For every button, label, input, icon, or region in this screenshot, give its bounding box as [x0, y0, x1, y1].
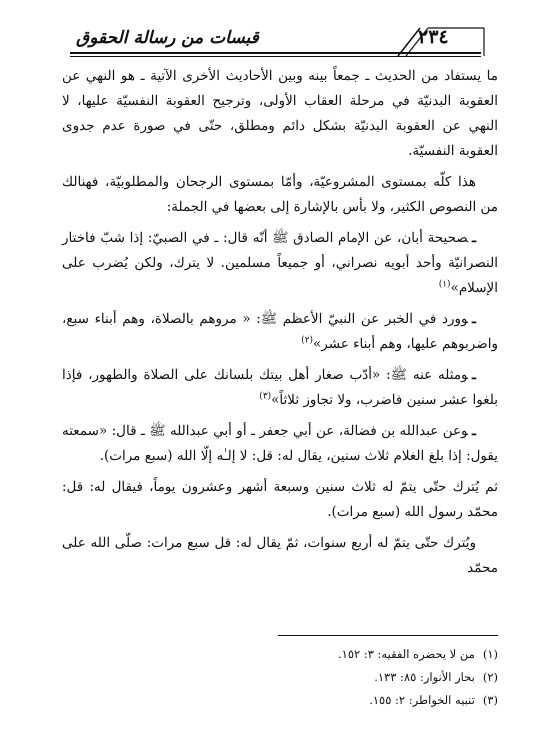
- footnote-number: (٢): [482, 670, 498, 684]
- list-item-3: [62, 363, 498, 413]
- footnote-3: [200, 689, 498, 712]
- bullet-mark: ـ: [472, 230, 476, 246]
- paragraph-1: ما يستفاد من الحديث ـ جمعاً بينه وبين الأحاديث الأخرى الآتية ـ هو النهي عن العقوبة البدنيّة في مرحلة العقاب الأولى، وترجيح العقوبة النفسيّة عليها، لا النهي عن العقوبة البدنيّة بشكل دائم ومطلق، حتّى في صورة عدم جدوى العقوبة النفسيّة.: [62, 68, 498, 159]
- footnote-ref-3: (٣): [259, 391, 272, 402]
- header-divider-thin: [70, 56, 481, 57]
- header-divider: [70, 52, 481, 54]
- list-item-4-text: وعن عبدالله بن فضالة، عن أبي جعفر ـ أو أبي عبدالله ﷺ ـ قال: «سمعته يقول: إذا بلغ الغلام ثلاث سنين، يقال له: قل: لا إلـٰه إلّا الله (سبع مرات).: [62, 423, 498, 464]
- page-header: [0, 14, 554, 54]
- paragraph-2: هذا كلّه بمستوى المشروعيّة، وأمّا بمستوى الرجحان والمطلوبيّة، فهنالك من النصوص الكثير، ولا بأس بالإشارة إلى بعضها في الجملة:: [62, 174, 498, 215]
- footnote-ref-1: (١): [438, 279, 451, 290]
- list-item-1-text: صحيحة أبان، عن الإمام الصادق ﷺ أنّه قال: ـ في الصبيّ: إذا شبّ فاختار النصرانيّة وأحد أبويه نصراني، أو جميعاً مسلمين. لا يترك، ولكن يُضرب على الإسلام»: [62, 230, 498, 296]
- footnote-ref-2: (٢): [301, 335, 314, 346]
- bullet-mark: ـ: [472, 423, 476, 439]
- main-text: [62, 64, 498, 581]
- footnote-1: [200, 643, 498, 666]
- list-item-3-text: ومثله عنه ﷺ: «أدّب صغار أهل بيتك بلسانك على الصلاة والطهور، فإذا بلغوا عشر سنين فاضرب، ولا تجاوز ثلاثاً»: [62, 367, 498, 408]
- bullet-mark: ـ: [472, 367, 476, 383]
- bullet-mark: ـ: [472, 311, 476, 327]
- page-number: ٢٣٤: [418, 26, 449, 48]
- paragraph-3: ثم يُترك حتّى يتمّ له ثلاث سنين وسبعة أشهر وعشرون يوماً، فيقال له: قل: محمّد رسول الله (سبع مرات).: [62, 479, 498, 520]
- list-item-4: [62, 419, 498, 469]
- list-item-2: [62, 307, 498, 357]
- footnote-number: (١): [482, 647, 498, 661]
- footnotes: [200, 643, 498, 712]
- footnote-text: من لا يحضره الفقيه: ٣: ١٥٢.: [338, 647, 475, 661]
- list-item-1: [62, 226, 498, 301]
- footnote-divider: [278, 635, 498, 636]
- paragraph-4: ويُترك حتّى يتمّ له أربع سنوات، ثمّ يقال له: قل سبع مرات: صلّى الله على محمّد: [62, 535, 498, 576]
- list-item-2-text: وورد في الخبر عن النبيّ الأعظم ﷺ: « مروهم بالصلاة، وهم أبناء سبع، واضربوهم عليها، وهم أبناء عشر»: [62, 311, 498, 352]
- footnote-text: بحار الأنوار: ٨٥: ١٣٣.: [374, 670, 475, 684]
- footnote-2: [200, 666, 498, 689]
- footnote-number: (٣): [482, 693, 498, 707]
- book-title: قبسات من رسالة الحقوق: [76, 28, 259, 48]
- footnote-text: تنبيه الخواطر: ٢: ١٥٥.: [369, 693, 475, 707]
